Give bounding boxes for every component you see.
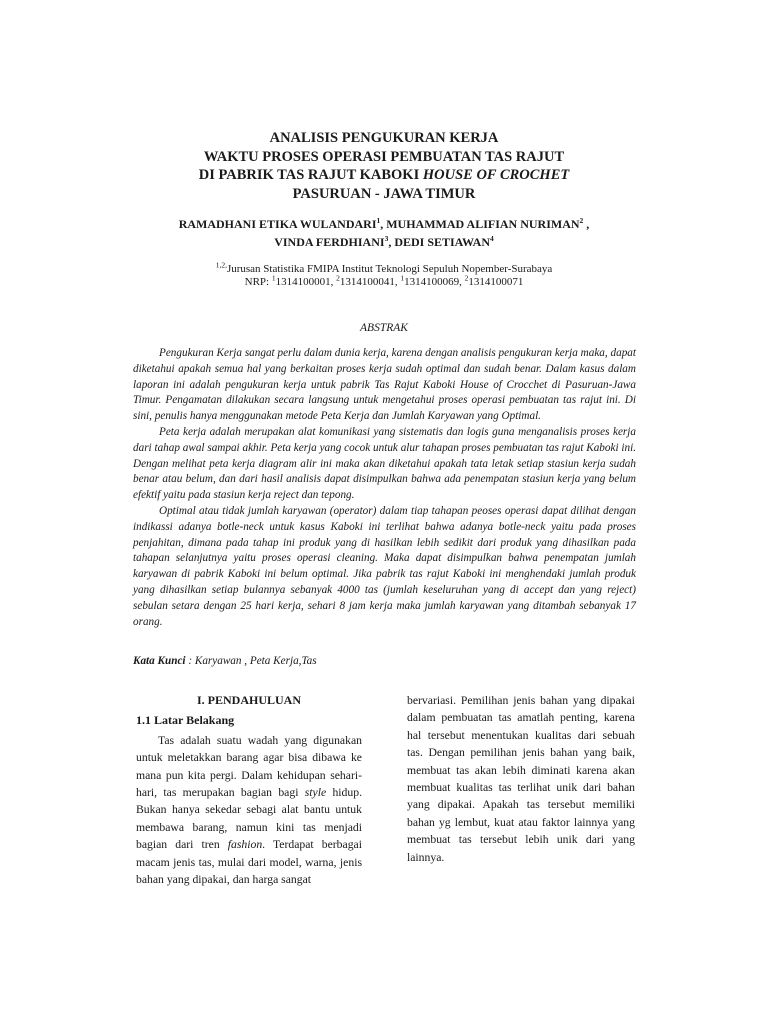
nrp-2: 1314100041, [339, 276, 401, 288]
nrp-4-sup: 2 [464, 273, 469, 283]
author-3-sup: 3 [384, 234, 389, 243]
nrp-1: 1314100001, [275, 276, 337, 288]
affiliation-text: Jurusan Statistika FMIPA Institut Teknologi Sepuluh Nopember-Surabaya [226, 263, 553, 275]
abstract-heading: ABSTRAK [360, 322, 408, 334]
right-column [407, 692, 635, 866]
left-paragraph-style: style [304, 786, 327, 800]
nrp-3: 1314100069, [404, 276, 465, 288]
author-line-2 [0, 233, 768, 251]
left-paragraph-fashion: fashion [227, 838, 263, 852]
author-list [0, 215, 768, 251]
left-paragraph-part-2: hidup. Bukan hanya sekedar sebagi alat bantu untuk membawa barang, namun kini tas menjadi bagian dari tren [136, 786, 362, 852]
left-paragraph [136, 732, 362, 889]
title-line-3-main: DI PABRIK TAS RAJUT KABOKI [198, 167, 423, 183]
affiliation-line [0, 260, 768, 276]
title-line-4: PASURUAN - JAWA TIMUR [292, 185, 476, 202]
author-line-1 [0, 215, 768, 233]
author-sep-1: , [380, 217, 387, 231]
keywords [133, 654, 636, 669]
abstract-paragraph-1: Pengukuran Kerja sangat perlu dalam dunia kerja, karena dengan analisis pengukuran kerja maka, dapat diketahui apakah semua hal yang berkaitan proses kerja sudah optimal dan sudah benar. Dalam kasus dalam laporan ini adalah pengukuran kerja untuk pabrik Tas Rajut Kaboki House of Crocchet di Pasuruan-Jawa Timur. Pengamatan dilakukan secara langsung untuk mengetahui proses operasi pembuatan tas rajut ini. Di sini, penulis hanya menggunakan metode Peta Kerja dan Jumlah Karyawan yang Optimal. [133, 347, 636, 423]
author-3: VINDA FERDHIANI [274, 235, 385, 249]
author-2: MUHAMMAD ALIFIAN NURIMAN [386, 217, 580, 231]
left-paragraph-part-3: . Terdapat berbagai macam jenis tas, mulai dari model, warna, jenis bahan yang dipakai, dan harga sangat [136, 838, 362, 887]
author-4-sup: 4 [490, 234, 494, 243]
section-heading: I. PENDAHULUAN [196, 693, 301, 707]
affiliation-sup: 1,2, [215, 260, 227, 270]
nrp-line [0, 273, 768, 289]
author-sep-2: , [583, 217, 590, 231]
nrp-label: NRP: [244, 276, 272, 288]
author-4: DEDI SETIAWAN [394, 235, 491, 249]
left-paragraph-part-1: Tas adalah suatu wadah yang digunakan untuk meletakkan barang agar bisa dibawa ke mana pun kita pergi. Dalam kehidupan sehari-hari, tas merupakan bagian bagi [136, 733, 362, 800]
title-line-2: WAKTU PROSES OPERASI PEMBUATAN TAS RAJUT [203, 148, 565, 165]
author-1: RAMADHANI ETIKA WULANDARI [178, 217, 377, 231]
title-line-3-italic: HOUSE OF CROCHET [422, 167, 570, 183]
abstract-body [133, 346, 636, 630]
paper-title [0, 129, 768, 203]
left-column [136, 692, 362, 888]
keywords-value: : Karyawan , Peta Kerja,Tas [185, 655, 317, 667]
nrp-2-sup: 2 [336, 273, 340, 283]
right-paragraph: bervariasi. Pemilihan jenis bahan yang dipakai dalam pembuatan tas amatlah penting, karena hal tersebut menentukan kualitas dari sebuah tas. Dengan pemilihan jenis bahan yang baik, membuat tas akan lebih diminati karena akan membuat kualitas tas terlihat unik dari bahan yang dipakai. Apakah tas tersebut memiliki bahan yg lembut, kuat atau faktor lainnya yang membuat tas tersebut lebih unik dari yang lainnya. [407, 694, 635, 864]
author-sep-3: , [388, 235, 395, 249]
keywords-label: Kata Kunci [133, 655, 186, 667]
affiliation [0, 260, 768, 289]
title-line-1: ANALISIS PENGUKURAN KERJA [269, 130, 499, 146]
nrp-1-sup: 1 [271, 273, 276, 283]
author-1-sup: 1 [376, 216, 381, 225]
title-line-3 [0, 166, 768, 185]
abstract-paragraph-3: Optimal atau tidak jumlah karyawan (operator) dalam tiap tahapan peoses operasi dapat dilihat dengan indikassi adanya botle-neck untuk kasus Kaboki ini terlihat bahwa adanya botle-neck yaitu pada proses penjahitan, dimana pada tahap ini produk yang di hasilkan lebih sedikit dari produk yang dihasilkan pada tahapan selanjutnya yaitu proses operasi cleaning. Maka dapat disimpulkan bahwa penempatan jumlah karyawan di pabrik Kaboki ini belum optimal. Jika pabrik tas rajut Kaboki ini menghendaki jumlah produk yang dihasilkan setiap bulannya sebanyak 4000 tas (jumlah keseluruhan yang di accept dan yang reject) sebulan setara dengan 25 hari kerja, sehari 8 jam kerja maka jumlah karyawan yang ditambah sebanyak 17 orang. [133, 504, 636, 628]
author-2-sup: 2 [579, 216, 584, 225]
nrp-3-sup: 1 [400, 273, 405, 283]
abstract-paragraph-2: Peta kerja adalah merupakan alat komunikasi yang sistematis dan logis guna menganalisis proses kerja dari tahap awal sampai akhir. Peta kerja yang cocok untuk alur tahapan proses pembuatan tas rajut Kaboki ini. Dengan melihat peta kerja diagram alir ini maka akan diketahui apakah tata letak setiap stasiun kerja sudah benar atau belum, dan dari hasil analisis dapat disimpulkan bahwa ada penempatan stasiun kerja yang belum efektif yaitu pada stasiun kerja reject dan tepong. [133, 425, 636, 502]
subsection-heading: 1.1 Latar Belakang [136, 713, 235, 728]
nrp-4: 1314100071 [468, 276, 524, 288]
